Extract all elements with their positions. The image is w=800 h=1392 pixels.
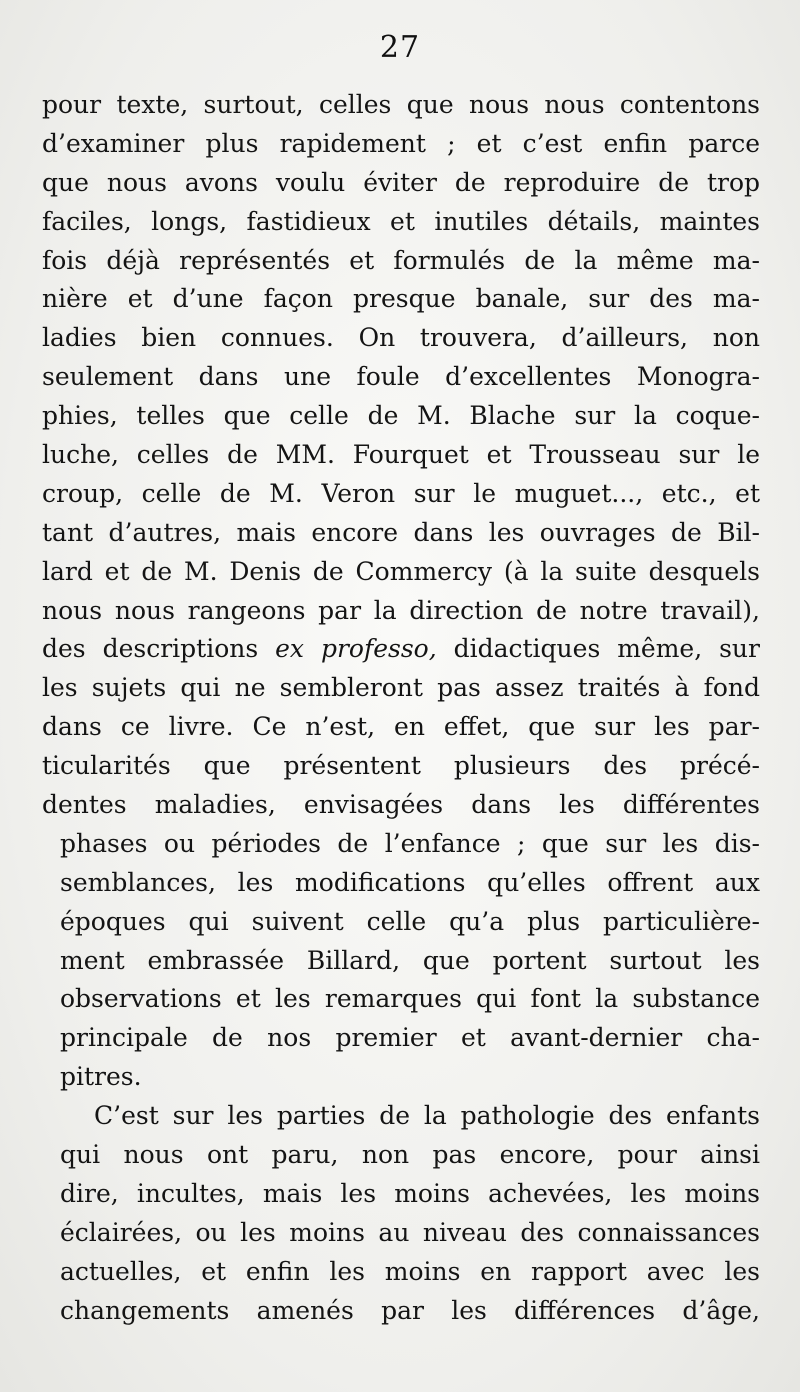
text-line: semblances, les modifications qu’elles offrent aux [60, 867, 760, 897]
text-line: pitres. [60, 1062, 142, 1092]
text-line: nous nous rangeons par la direction de notre travail), [42, 595, 760, 625]
text-line: lard et de M. Denis de Commercy (à la suite desquels [42, 556, 760, 586]
text-line: actuelles, et enfin les moins en rapport avec les [60, 1256, 760, 1286]
text-run: des descriptions [42, 634, 276, 664]
text-line: les sujets qui ne sembleront pas assez traités à fond [42, 673, 760, 703]
text-line: observations et les remarques qui font la substance [60, 984, 760, 1014]
text-line: qui nous ont paru, non pas encore, pour ainsi [60, 1140, 760, 1170]
text-run: didactiques même, sur [436, 634, 760, 664]
paragraph-1-continued [42, 825, 760, 1097]
text-line: nière et d’une façon presque banale, sur des ma- [42, 284, 760, 314]
text-line: C’est sur les parties de la pathologie des enfants [94, 1101, 760, 1131]
italic-phrase: ex professo, [275, 634, 437, 664]
text-line: fois déjà représentés et formulés de la même ma- [42, 245, 760, 275]
text-line: dans ce livre. Ce n’est, en effet, que sur les par- [42, 712, 760, 742]
paragraph-2 [42, 1097, 760, 1330]
text-line: que nous avons voulu éviter de reproduire de trop [42, 167, 760, 197]
text-line: ment embrassée Billard, que portent surtout les [60, 945, 760, 975]
text-line: époques qui suivent celle qu’a plus particulière- [60, 906, 760, 936]
text-line: tant d’autres, mais encore dans les ouvrages de Bil- [42, 517, 760, 547]
text-line: principale de nos premier et avant-dernier cha- [60, 1023, 760, 1053]
body-text [42, 86, 760, 1331]
text-line: luche, celles de MM. Fourquet et Trousseau sur le [42, 440, 760, 470]
text-line: faciles, longs, fastidieux et inutiles détails, maintes [42, 206, 760, 236]
text-line: changements amenés par les différences d’âge, [60, 1295, 760, 1325]
text-line: dire, incultes, mais les moins achevées, les moins [60, 1178, 760, 1208]
text-line: dentes maladies, envisagées dans les différentes [42, 790, 760, 820]
text-line: éclairées, ou les moins au niveau des connaissances [60, 1217, 760, 1247]
page-number: 27 [379, 30, 421, 65]
text-line: phases ou périodes de l’enfance ; que sur les dis- [60, 828, 760, 858]
text-line: d’examiner plus rapidement ; et c’est enfin parce [42, 128, 760, 158]
text-line: phies, telles que celle de M. Blache sur la coque- [42, 401, 760, 431]
text-line-with-italic [42, 630, 760, 669]
text-line: pour texte, surtout, celles que nous nous contentons [42, 90, 760, 119]
text-line: seulement dans une foule d’excellentes Monogra- [42, 362, 760, 392]
text-line: croup, celle de M. Veron sur le muguet..., etc., et [42, 478, 760, 508]
text-line: ticularités que présentent plusieurs des précé- [42, 751, 760, 781]
paragraph-1 [42, 86, 760, 825]
text-line: ladies bien connues. On trouvera, d’ailleurs, non [42, 323, 760, 353]
